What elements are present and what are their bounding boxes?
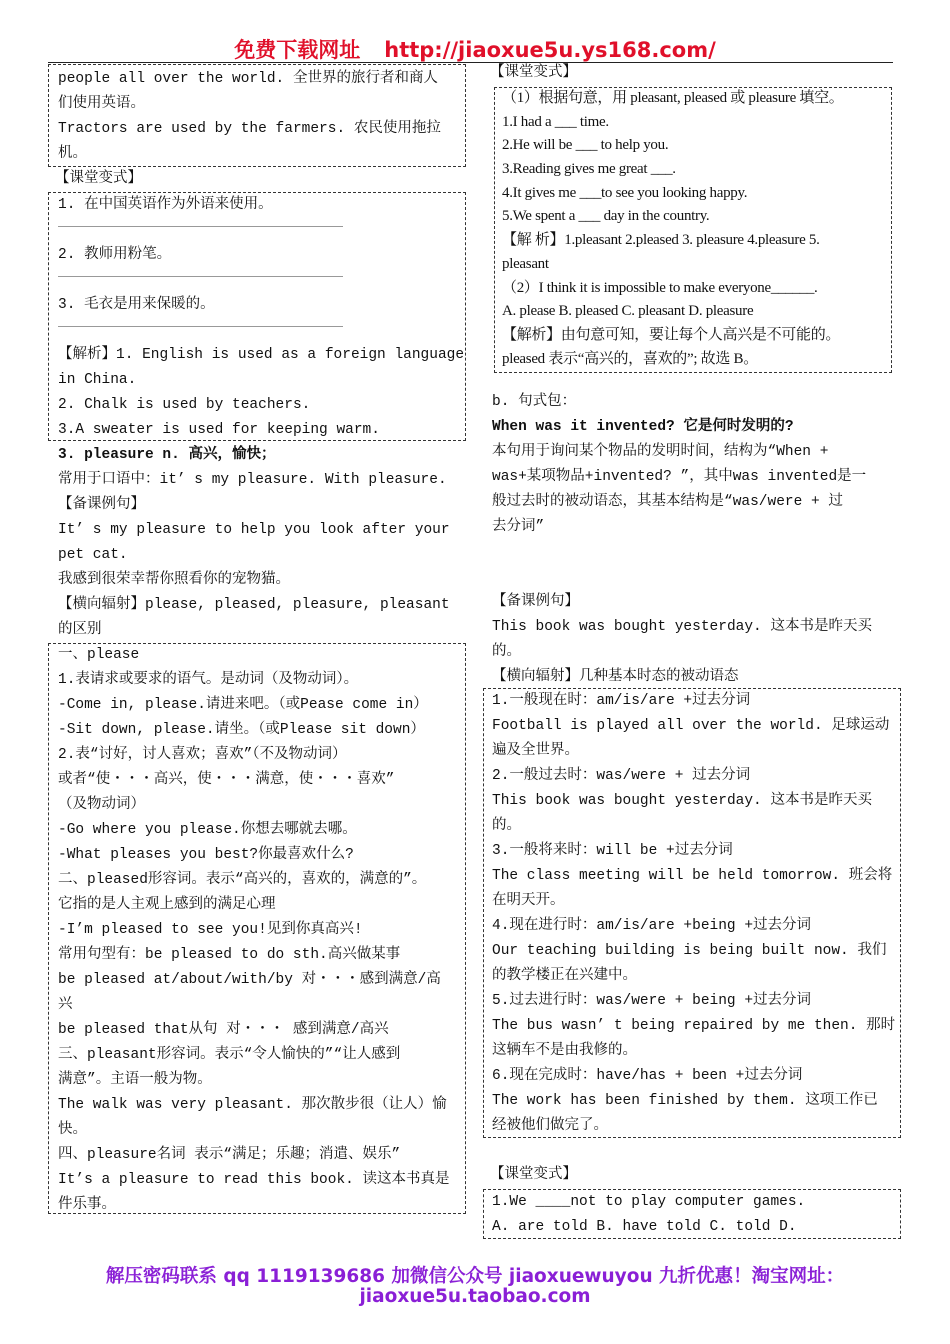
section-heading: 【课堂变式】 <box>490 65 577 81</box>
comparison-text <box>58 643 450 1218</box>
text-line: 的。 <box>492 818 521 834</box>
text-line: 兴 <box>58 997 73 1013</box>
text-line: Football is played all over the world. 足球运动 <box>492 718 890 734</box>
text-line: Tractors are used by the farmers. 农民使用拖拉 <box>58 121 441 137</box>
text-line: 的。 <box>492 644 521 660</box>
text-line: pleasant <box>502 255 549 272</box>
text-line <box>492 540 872 565</box>
text-line: 三、pleasant形容词。表示“令人愉快的”“让人感到 <box>58 1047 401 1063</box>
text-line: 【备课例句】 <box>492 594 579 610</box>
exercise-text <box>58 193 464 443</box>
answer-underline[interactable] <box>58 268 343 277</box>
footer-line-1: 解压密码联系 qq 1119139686 加微信公众号 jiaoxuewuyou 九折优惠！淘宝网址： <box>105 1266 845 1287</box>
text-line: 般过去时的被动语态，其基本结构是“was/were + 过 <box>492 494 843 510</box>
text-line: 经被他们做完了。 <box>492 1118 608 1134</box>
text-line: 【横向辐射】几种基本时态的被动语态 <box>492 669 739 685</box>
text-line: 这辆车不是由我修的。 <box>492 1043 637 1059</box>
text-line: 本句用于询问某个物品的发明时间，结构为“When + <box>492 444 829 460</box>
text-line: A. are told B. have told C. told D. <box>492 1219 797 1235</box>
text-line: was+某项物品+invented? ”，其中was invented是一 <box>492 469 867 485</box>
example-text <box>58 67 441 167</box>
text-line: b. 句式包： <box>492 394 577 410</box>
text-line <box>492 565 872 590</box>
text-line: pleased 表示“高兴的，喜欢的”; 故选 B。 <box>502 350 758 367</box>
text-line: （1）根据句意，用 pleasant, pleased 或 pleasure 填空。 <box>502 90 844 106</box>
text-line: 2. 教师用粉笔。 <box>58 247 172 263</box>
text-line: 3.一般将来时：will be +过去分词 <box>492 843 733 859</box>
text-line: 3. 毛衣是用来保暖的。 <box>58 297 215 313</box>
text-line: people all over the world. 全世界的旅行者和商人 <box>58 71 438 87</box>
text-line: 满意”。主语一般为物。 <box>58 1072 212 1088</box>
text-line: 它指的是人主观上感到的满足心理 <box>58 897 276 913</box>
text-line: be pleased at/about/with/by 对・・・感到满意/高 <box>58 972 441 988</box>
text-line: -Go where you please.你想去哪就去哪。 <box>58 822 357 838</box>
text-line: 或者“使・・・高兴，使・・・满意，使・・・喜欢” <box>58 772 395 788</box>
text-line: 快。 <box>58 1122 87 1138</box>
section-heading: 【课堂变式】 <box>55 171 142 187</box>
header-label: 免费下载网址 <box>234 38 361 62</box>
text-line: 1.I had a ___ time. <box>502 113 609 130</box>
text-line: 1.一般现在时：am/is/are +过去分词 <box>492 693 751 709</box>
text-line: 1. 在中国英语作为外语来使用。 <box>58 197 273 213</box>
text-line: （2）I think it is impossible to make everyone______. <box>502 279 818 296</box>
text-line: 3. pleasure n. 高兴，愉快； <box>58 447 276 463</box>
text-line: The walk was very pleasant. 那次散步很（让人）愉 <box>58 1097 447 1113</box>
text-line: 常用于口语中：it’ s my pleasure. With pleasure. <box>58 472 447 488</box>
page-header <box>0 34 950 64</box>
text-line: （及物动词） <box>58 797 145 813</box>
answer-line <box>58 218 464 243</box>
text-line: 3.A sweater is used for keeping warm. <box>58 422 380 438</box>
text-line: 【解 析】1.pleasant 2.pleased 3. pleasure 4.pleasure 5. <box>502 232 820 249</box>
text-line: It’ s my pleasure to help you look after your <box>58 522 450 538</box>
exercise-text-bottom <box>492 1190 805 1240</box>
text-line: 去分词” <box>492 519 545 535</box>
text-line: Our teaching building is being built now. 我们 <box>492 943 887 959</box>
text-line: When was it invented? 它是何时发明的? <box>492 419 794 435</box>
text-line: This book was bought yesterday. 这本书是昨天买 <box>492 793 872 809</box>
footer-line-2[interactable]: jiaoxue5u.taobao.com <box>359 1286 591 1307</box>
text-line: 6.现在完成时：have/has + been +过去分词 <box>492 1068 803 1084</box>
text-line: 2. Chalk is used by teachers. <box>58 397 311 413</box>
text-line: 5.过去进行时：was/were + being +过去分词 <box>492 993 812 1009</box>
text-line: 【解析】由句意可知，要让每个人高兴是不可能的。 <box>502 326 841 343</box>
section-heading: 【课堂变式】 <box>490 1167 577 1183</box>
text-line: A. please B. pleased C. pleasant D. pleasure <box>502 303 754 320</box>
text-line: pet cat. <box>58 547 128 563</box>
text-line: 4.现在进行时：am/is/are +being +过去分词 <box>492 918 812 934</box>
pleasure-section <box>58 443 450 643</box>
text-line: 一、please <box>58 647 140 663</box>
text-line: It’s a pleasure to read this book. 读这本书真是 <box>58 1172 450 1188</box>
text-line: 2.He will be ___ to help you. <box>502 137 669 154</box>
text-line: 二、pleased形容词。表示“高兴的，喜欢的，满意的”。 <box>58 872 427 888</box>
text-line: The bus wasn’ t being repaired by me then. 那时 <box>492 1018 896 1034</box>
answer-underline[interactable] <box>58 318 343 327</box>
text-line: 遍及全世界。 <box>492 743 579 759</box>
text-line: 2.一般过去时：was/were + 过去分词 <box>492 768 751 784</box>
text-line: 件乐事。 <box>58 1197 116 1213</box>
text-line: 机。 <box>58 146 87 162</box>
text-line: -What pleases you best?你最喜欢什么? <box>58 847 354 863</box>
answer-line <box>58 268 464 293</box>
passive-voice-text <box>492 689 895 1139</box>
text-line: 1.We ____not to play computer games. <box>492 1194 806 1210</box>
header-url[interactable]: http://jiaoxue5u.ys168.com/ <box>384 38 716 62</box>
header-rule <box>48 62 893 63</box>
text-line: 我感到很荣幸帮你照看你的宠物猫。 <box>58 572 290 588</box>
text-line: in China. <box>58 372 137 388</box>
text-line: 1.表请求或要求的语气。是动词（及物动词）。 <box>58 672 359 688</box>
text-line: -Sit down, please.请坐。（或Please sit down） <box>58 722 425 738</box>
text-line: 【备课例句】 <box>58 497 145 513</box>
text-line: 2.表“讨好，讨人喜欢；喜欢”（不及物动词） <box>58 747 347 763</box>
text-line: The work has been finished by them. 这项工作已 <box>492 1093 878 1109</box>
text-line: -Come in, please.请进来吧。（或Pease come in） <box>58 697 428 713</box>
text-line: 的教学楼正在兴建中。 <box>492 968 637 984</box>
text-line: be pleased that从句 对・・・ 感到满意/高兴 <box>58 1022 389 1038</box>
text-line: 们使用英语。 <box>58 96 145 112</box>
text-line: 的区别 <box>58 622 102 638</box>
text-line: 【横向辐射】please, pleased, pleasure, pleasant <box>58 597 450 613</box>
text-line: 【解析】1. English is used as a foreign language <box>58 347 465 363</box>
text-line: 四、pleasure名词 表示“满足；乐趣；消遣、娱乐” <box>58 1147 401 1163</box>
text-line: -I’m pleased to see you!见到你真高兴! <box>58 922 363 938</box>
text-line: 常用句型有：be pleased to do sth.高兴做某事 <box>58 947 401 963</box>
exercise-text-right <box>502 87 844 371</box>
text-line: The class meeting will be held tomorrow. 班会将 <box>492 868 893 884</box>
text-line: 4.It gives me ___to see you looking happy. <box>502 184 748 201</box>
text-line: 5.We spent a ___ day in the country. <box>502 208 710 225</box>
sentence-pattern-section <box>492 390 872 690</box>
text-line: 在明天开。 <box>492 893 565 909</box>
answer-line <box>58 318 464 343</box>
text-line: This book was bought yesterday. 这本书是昨天买 <box>492 619 872 635</box>
text-line: 3.Reading gives me great ___. <box>502 161 676 178</box>
answer-underline[interactable] <box>58 218 343 227</box>
